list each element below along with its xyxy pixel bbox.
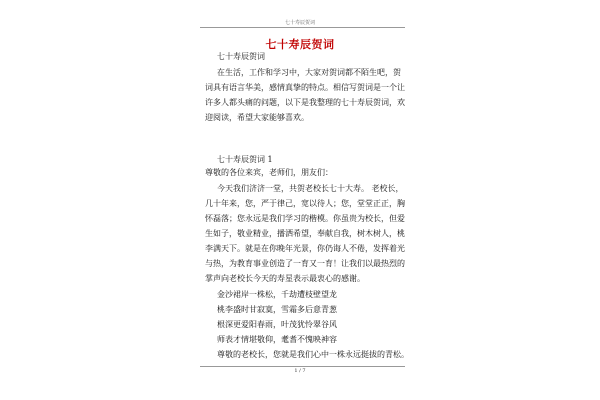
body-line: 掌声向老校长今天的寿星表示最衷心的感谢。	[205, 274, 365, 283]
body-line: 怀磊落；您永远是我们学习的楷模。你虽贵为校长，但爱	[205, 214, 405, 223]
body-line: 今天我们济济一堂，共贺老校长七十大寿。 老校长，	[217, 184, 404, 193]
running-header: 七十寿辰贺词	[284, 20, 315, 26]
body-line: 与热，为教育事业创造了一育又一育！让我们以最热烈的	[205, 259, 405, 268]
intro-line: 在生活，工作和学习中，大家对贺词都不陌生吧，贺	[217, 68, 401, 77]
footer-rule	[200, 366, 405, 367]
document-title: 七十寿辰贺词	[265, 38, 335, 51]
intro-line: 许多人都头痛的问题，以下是我整理的七十寿辰贺词，欢	[205, 98, 405, 107]
section-title: 七十寿辰贺词 1	[217, 155, 273, 164]
intro-line: 迎阅读，希望大家能够喜欢。	[205, 113, 309, 122]
poem-line: 金沙裙岸一株松，千劫遭枝壁望龙	[217, 290, 337, 299]
subtitle: 七十寿辰贺词	[217, 52, 265, 61]
page-number: 1 / 7	[294, 368, 306, 374]
poem-line: 师表才情堪敬仰，耄耆不愧映神容	[217, 335, 337, 344]
poem-line: 根深更爱阳春雨，叶茂犹怜翠谷风	[217, 320, 337, 329]
header-rule	[200, 27, 405, 28]
poem-line: 桃李盛时甘寂寞，雪霜多后意青葱	[217, 305, 337, 314]
greeting: 尊敬的各位来宾，老师们，朋友们：	[205, 168, 333, 177]
intro-line: 词具有语言华美，感情真挚的特点。相信写贺词是一个让	[205, 83, 405, 92]
body-line: 李满天下。就是在你晚年光景，你仍诲人不倦，发挥着光	[205, 244, 405, 253]
poem-line: 尊敬的老校长，您就是我们心中一株永远挺拔的青松。	[217, 350, 409, 359]
body-line: 几十年来，您，严于律己，宽以待人；您，堂堂正正，胸	[205, 199, 405, 208]
body-line: 生如子，敬业精业，播洒希望，奉献自我，树木树人，桃	[205, 229, 405, 238]
